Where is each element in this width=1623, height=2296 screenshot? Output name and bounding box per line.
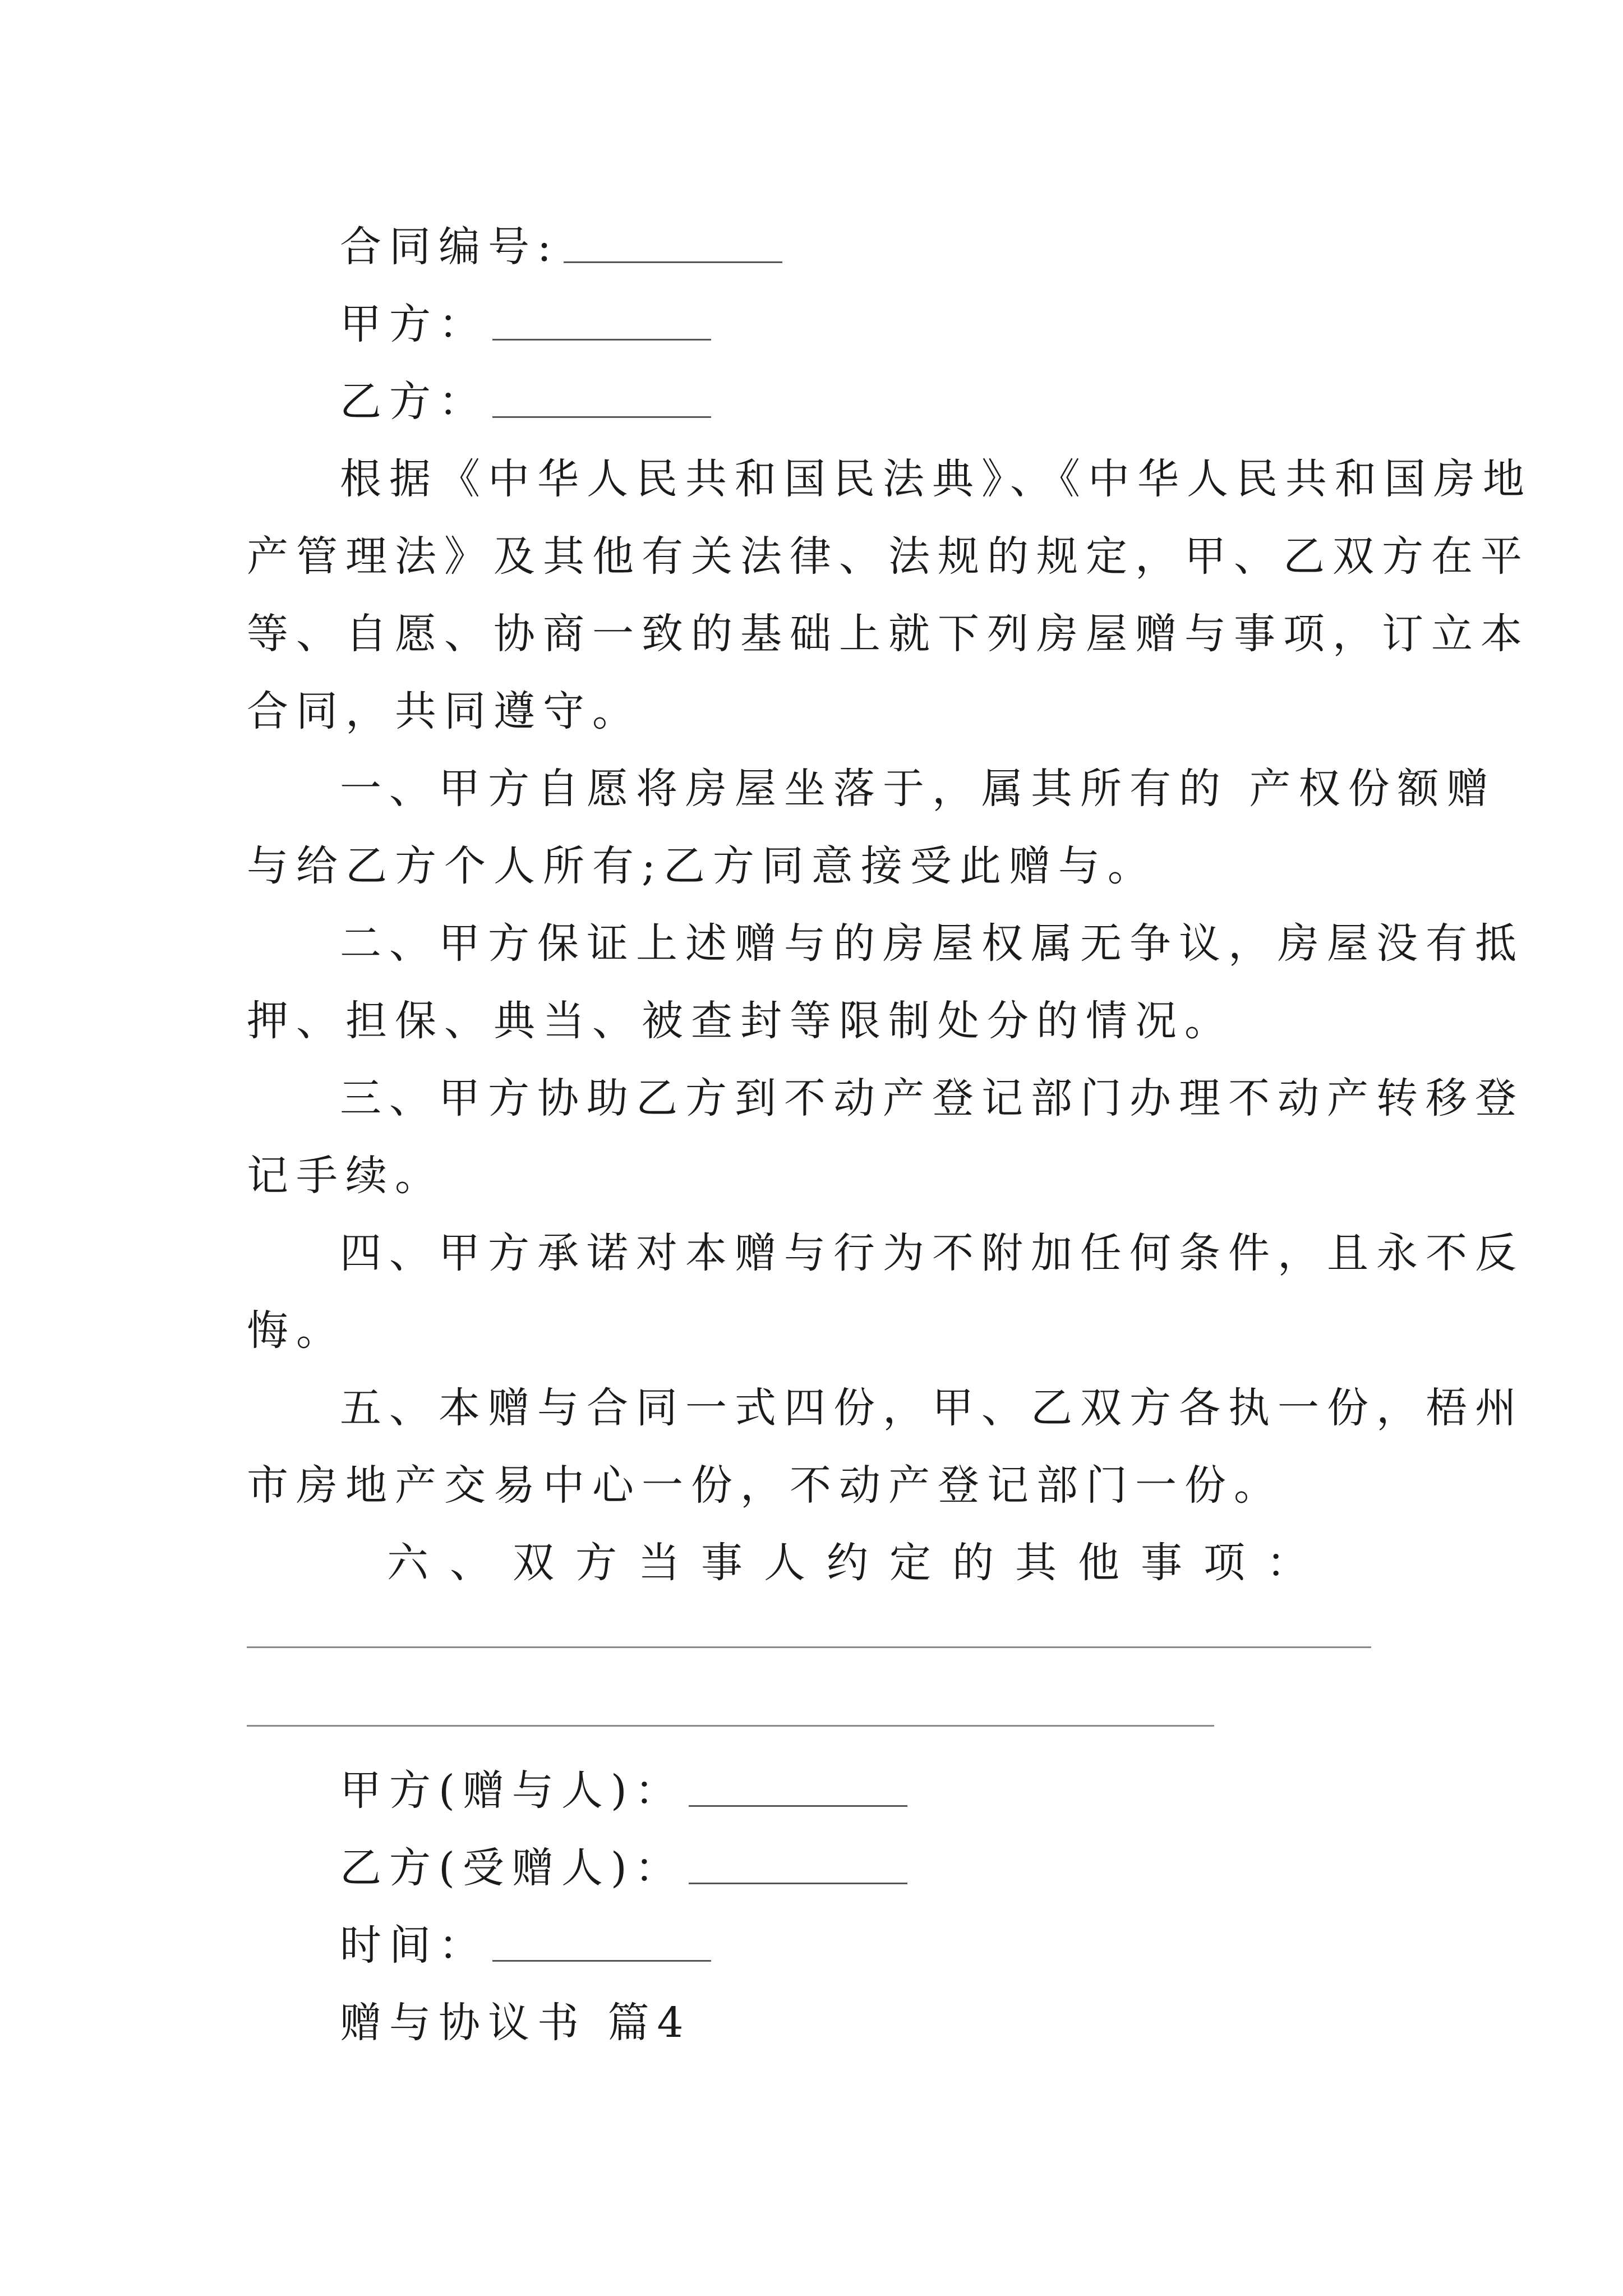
party-b-label: 乙方：	[340, 378, 488, 426]
party-b-blank[interactable]	[492, 414, 711, 418]
donee-blank[interactable]	[689, 1880, 907, 1884]
intro-line-3: 等、自愿、协商一致的基础上就下列房屋赠与事项，订立本	[247, 610, 1530, 658]
intro-line-4: 合同，共同遵守。	[247, 687, 642, 735]
party-a-field	[340, 285, 1391, 364]
donor-field	[340, 1751, 1391, 1830]
section-title-gift-agreement-4: 赠与协议书 篇4	[340, 1999, 691, 2047]
clause-5-line-1: 五、本赠与合同一式四份，甲、乙双方各执一份，梧州	[340, 1384, 1524, 1432]
other-matters-blank-line-2[interactable]	[247, 1725, 1214, 1727]
date-label: 时间：	[340, 1921, 488, 1970]
contract-number-field	[340, 208, 1391, 286]
clause-1-line-1: 一、甲方自愿将房屋坐落于，属其所有的 产权份额赠	[340, 765, 1496, 813]
party-b-field	[340, 362, 1391, 441]
clause-2-line-2: 押、担保、典当、被查封等限制处分的情况。	[247, 997, 1234, 1045]
party-a-label: 甲方：	[340, 300, 488, 348]
clause-6-heading: 六、双方当事人约定的其他事项：	[387, 1539, 1329, 1587]
clause-4-line-1: 四、甲方承诺对本赠与行为不附加任何条件，且永不反	[340, 1229, 1524, 1277]
clause-3-line-1: 三、甲方协助乙方到不动产登记部门办理不动产转移登	[340, 1074, 1524, 1122]
clause-5-line-2: 市房地产交易中心一份，不动产登记部门一份。	[247, 1461, 1283, 1510]
contract-number-label: 合同编号:	[340, 223, 559, 271]
clause-1-line-2: 与给乙方个人所有;乙方同意接受此赠与。	[247, 842, 1157, 890]
clause-2-line-1: 二、甲方保证上述赠与的房屋权属无争议，房屋没有抵	[340, 919, 1524, 968]
donor-label: 甲方(赠与人)：	[340, 1766, 684, 1815]
donee-field	[340, 1829, 1391, 1907]
donor-blank[interactable]	[689, 1803, 907, 1807]
other-matters-blank-line-1[interactable]	[247, 1646, 1371, 1648]
intro-line-1: 根据《中华人民共和国民法典》、《中华人民共和国房地	[340, 455, 1532, 503]
contract-number-blank[interactable]	[564, 259, 782, 263]
date-blank[interactable]	[492, 1958, 711, 1962]
party-a-blank[interactable]	[492, 337, 711, 341]
intro-line-2: 产管理法》及其他有关法律、法规的规定，甲、乙双方在平	[247, 532, 1530, 581]
clause-3-line-2: 记手续。	[247, 1152, 444, 1200]
clause-4-line-2: 悔。	[247, 1306, 345, 1355]
date-field	[340, 1906, 1391, 1985]
donee-label: 乙方(受赠人)：	[340, 1844, 684, 1892]
